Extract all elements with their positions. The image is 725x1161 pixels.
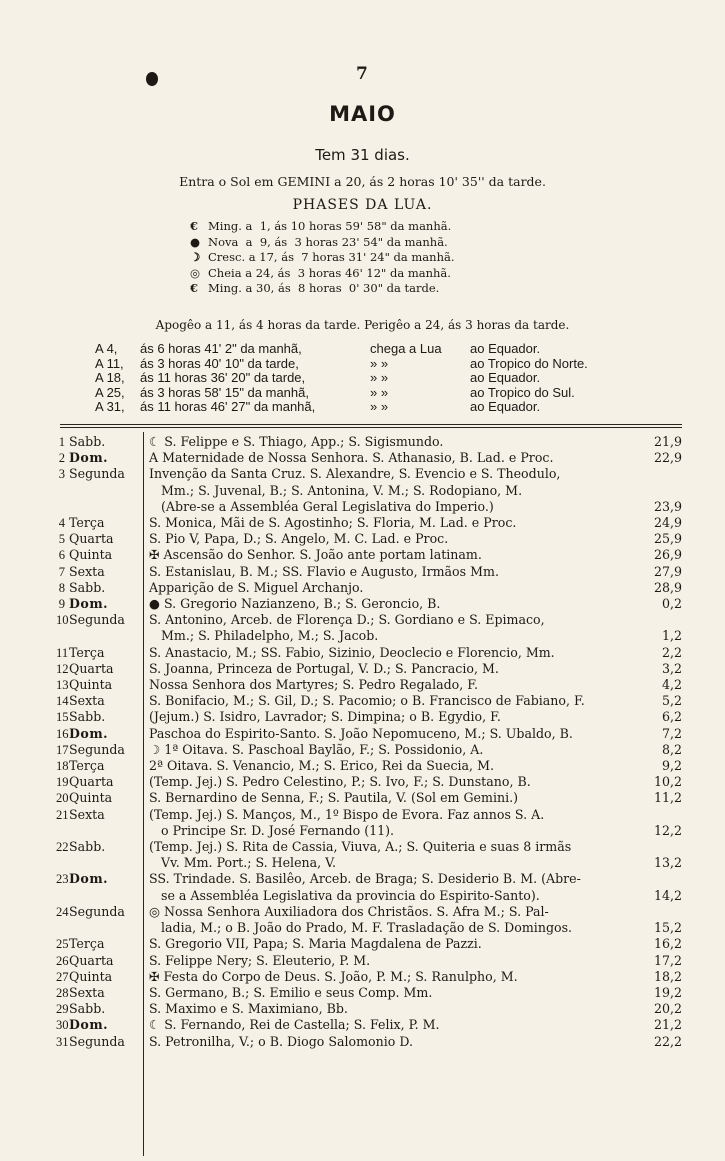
moon-age: 28,9 [653, 579, 682, 595]
day-number: 13 [56, 678, 69, 693]
weekday [65, 855, 143, 871]
saints-text: (Jejum.) S. Isidro, Lavrador; S. Dimpina; o B. Egydio, F. [149, 709, 501, 725]
day-number: 25 [56, 937, 69, 952]
weekday [65, 823, 143, 839]
calendar-row [56, 580, 686, 596]
moon-age [630, 839, 686, 855]
calendar-row [56, 790, 686, 806]
calendar-row [56, 920, 686, 936]
moon-age: 10,2 [653, 774, 682, 790]
weekday [65, 499, 143, 515]
calendar-row [56, 645, 686, 661]
day-number: 11 [56, 645, 69, 660]
month-title: MAIO [329, 102, 396, 126]
moon-age: 21,2 [653, 1017, 682, 1033]
equator-time: ás 11 horas 36' 20" da tarde, [140, 370, 306, 386]
saints-text: S. Joanna, Princeza de Portugal, V. D.; S. Pancracio, M. [149, 660, 499, 676]
weekday: Terça [69, 644, 105, 660]
calendar-row [56, 466, 686, 482]
day-number [56, 823, 65, 839]
equator-day: A 4, [95, 341, 118, 356]
day-number: 15 [56, 710, 69, 725]
weekday: Terça [69, 758, 105, 774]
day-number [56, 483, 65, 499]
moon-age: 18,2 [653, 968, 682, 984]
moon-age: 7,2 [661, 725, 682, 741]
calendar-row [56, 434, 686, 450]
day-number: 1 [58, 435, 65, 449]
calendar-row [56, 531, 686, 547]
moon-phase-icon: ● [190, 234, 201, 249]
saints-text: ● S. Gregorio Nazianzeno, B.; S. Geroncio, B. [149, 596, 441, 612]
equator-row [95, 371, 622, 386]
moon-phase-row [190, 250, 454, 266]
saints-text: S. Bonifacio, M.; S. Gil, D.; S. Pacomio; o B. Francisco de Fabiano, F. [149, 693, 585, 709]
day-number [56, 855, 65, 871]
moon-age: 15,2 [653, 920, 682, 936]
equator-verb: » » [370, 399, 389, 415]
moon-age: 16,2 [653, 936, 682, 952]
calendar-row [56, 985, 686, 1001]
moon-age: 25,9 [653, 531, 682, 547]
moon-age: 6,2 [661, 709, 682, 725]
saints-text: o Principe Sr. D. José Fernando (11). [161, 822, 395, 838]
day-number: 22 [56, 840, 69, 855]
weekday: Segunda [69, 903, 125, 919]
weekday: Quarta [69, 660, 114, 676]
weekday: Dom. [69, 596, 109, 612]
moon-phase-text: Cheia a 24, ás 3 horas 46' 12" da manhã. [208, 265, 451, 280]
moon-phase-row [190, 266, 454, 282]
moon-age: 21,9 [653, 434, 682, 449]
equator-day: A 18, [95, 370, 125, 386]
weekday [65, 483, 143, 499]
weekday: Sexta [69, 563, 105, 579]
moon-age: 4,2 [661, 677, 682, 693]
day-number: 18 [56, 759, 69, 774]
saints-text: ladia, M.; o B. João do Prado, M. F. Trasladação de S. Domingos. [161, 920, 573, 936]
saints-text: S. Anastacio, M.; SS. Fabio, Sizinio, Deoclecio e Florencio, Mm. [149, 644, 555, 660]
weekday: Quarta [69, 531, 114, 547]
moon-age: 5,2 [661, 693, 682, 709]
saints-text: S. Felippe Nery; S. Eleuterio, P. M. [149, 952, 371, 968]
calendar-row [56, 953, 686, 969]
calendar-row [56, 758, 686, 774]
equator-row [95, 357, 622, 372]
moon-phase-icon: € [190, 281, 199, 296]
day-number: 17 [56, 742, 69, 757]
saints-text: Vv. Mm. Port.; S. Helena, V. [161, 855, 337, 871]
moon-age [630, 871, 686, 887]
moon-age [630, 466, 686, 482]
calendar-row [56, 547, 686, 563]
saints-text: Nossa Senhora dos Martyres; S. Pedro Regalado, F. [149, 677, 479, 693]
calendar-row [56, 742, 686, 758]
day-number: 30 [56, 1018, 69, 1033]
page-number: 7 [356, 64, 368, 84]
weekday: Sabb. [69, 579, 106, 595]
weekday: Dom. [69, 725, 109, 741]
moon-age: 3,2 [661, 660, 682, 676]
moon-age: 0,2 [661, 596, 682, 612]
calendar-row [56, 726, 686, 742]
equator-row [95, 386, 622, 401]
calendar-row [56, 1017, 686, 1033]
moon-age: 20,2 [653, 1001, 682, 1017]
sun-entry: Entra o Sol em GEMINI a 20, ás 2 horas 10' 35'' da tarde. [179, 174, 546, 189]
saints-text: S. Petronilha, V.; o B. Diogo Salomonio D. [149, 1033, 413, 1049]
calendar-table [56, 434, 686, 1050]
saints-text: (Temp. Jej.) S. Rita de Cassia, Viuva, A.; S. Quiteria e suas 8 irmãs [149, 839, 572, 855]
moon-phase-icon: ☽ [190, 250, 201, 265]
day-number: 29 [56, 1002, 69, 1017]
equator-verb: » » [370, 355, 389, 371]
equator-dest: ao Equador. [470, 370, 541, 386]
apogee-perigee: Apogêo a 11, ás 4 horas da tarde. Perigêo a 24, ás 3 horas da tarde. [155, 318, 570, 332]
equator-time: ás 3 horas 58' 15" da manhã, [140, 384, 309, 400]
equator-dest: ao Tropico do Norte. [470, 355, 588, 371]
calendar-row [56, 628, 686, 644]
equator-time: ás 6 horas 41' 2" da manhã, [140, 341, 302, 356]
saints-text: (Temp. Jej.) S. Manços, M., 1º Bispo de Evora. Faz annos S. A. [149, 806, 545, 822]
moon-phase-icon: € [190, 219, 199, 233]
day-number: 6 [58, 548, 65, 563]
equator-row [95, 342, 622, 357]
day-number: 5 [58, 532, 65, 547]
weekday: Sexta [69, 693, 105, 709]
weekday: Sabb. [69, 709, 106, 725]
moon-age: 11,2 [653, 790, 682, 806]
weekday: Quinta [69, 547, 113, 563]
calendar-row [56, 661, 686, 677]
calendar-row [56, 871, 686, 887]
equator-dest: ao Equador. [470, 399, 541, 415]
day-number: 21 [56, 807, 69, 822]
moon-age [630, 904, 686, 920]
moon-phase-text: Nova a 9, ás 3 horas 23' 54" da manhã. [208, 234, 448, 249]
moon-age: 8,2 [661, 741, 682, 757]
equator-verb: » » [370, 384, 389, 400]
day-number: 28 [56, 985, 69, 1000]
weekday: Dom. [69, 1017, 109, 1033]
moon-age [630, 807, 686, 823]
calendar-row [56, 1034, 686, 1050]
divider-top [60, 424, 682, 425]
saints-text: S. Gregorio VII, Papa; S. Maria Magdalena de Pazzi. [149, 936, 482, 952]
weekday: Segunda [69, 466, 125, 482]
ink-blot [146, 72, 158, 86]
weekday: Segunda [69, 741, 125, 757]
equator-verb: chega a Lua [370, 341, 442, 356]
weekday: Segunda [69, 1033, 125, 1049]
calendar-row [56, 839, 686, 855]
moon-phase-row [190, 281, 454, 297]
phases-title: PHASES DA LUA. [292, 197, 433, 213]
weekday: Sabb. [69, 1001, 106, 1017]
calendar-row [56, 693, 686, 709]
equator-verb: » » [370, 370, 389, 386]
day-number: 4 [58, 516, 65, 531]
day-number [56, 888, 65, 904]
weekday: Quarta [69, 774, 114, 790]
calendar-row [56, 677, 686, 693]
weekday: Dom. [69, 450, 109, 466]
calendar-row [56, 1001, 686, 1017]
equator-time: ás 11 horas 46' 27" da manhã, [140, 399, 316, 415]
weekday: Terça [69, 936, 105, 952]
saints-text: A Maternidade de Nossa Senhora. S. Athanasio, B. Lad. e Proc. [149, 450, 554, 466]
moon-age: 1,2 [661, 628, 682, 644]
day-number: 14 [56, 694, 69, 709]
saints-text: ☽ 1ª Oitava. S. Paschoal Baylão, F.; S. Possidonio, A. [149, 741, 484, 757]
calendar-row [56, 888, 686, 904]
saints-text: S. Maximo e S. Maximiano, Bb. [149, 1001, 348, 1017]
weekday: Terça [69, 515, 105, 531]
days-count: Tem 31 dias. [315, 146, 410, 164]
day-number: 8 [58, 580, 65, 595]
day-number: 19 [56, 775, 69, 790]
equator-dest: ao Equador. [470, 341, 541, 356]
calendar-row [56, 855, 686, 871]
calendar-row [56, 483, 686, 499]
saints-text: ◎ Nossa Senhora Auxiliadora dos Christãos. S. Afra M.; S. Pal- [149, 903, 549, 919]
calendar-row [56, 823, 686, 839]
moon-age: 2,2 [661, 644, 682, 660]
moon-age: 24,9 [653, 515, 682, 531]
day-number: 9 [58, 597, 65, 612]
saints-text: S. Antonino, Arceb. de Florença D.; S. Gordiano e S. Epimaco, [149, 612, 545, 628]
moon-age: 17,2 [653, 952, 682, 968]
moon-phase-text: Cresc. a 17, ás 7 horas 31' 24" da manhã. [208, 250, 455, 265]
day-number: 3 [58, 467, 65, 482]
moon-age: 19,2 [653, 984, 682, 1000]
moon-age: 13,2 [653, 855, 682, 871]
day-number: 27 [56, 969, 69, 984]
weekday: Quinta [69, 790, 113, 806]
moon-age: 9,2 [661, 758, 682, 774]
moon-age: 12,2 [653, 822, 682, 838]
day-number [56, 499, 65, 515]
weekday [65, 628, 143, 644]
weekday: Segunda [69, 612, 125, 628]
calendar-row [56, 564, 686, 580]
weekday: Sexta [69, 806, 105, 822]
equator-day: A 11, [95, 355, 124, 371]
moon-age: 26,9 [653, 547, 682, 563]
day-number: 7 [58, 564, 65, 579]
saints-text: ✠ Festa do Corpo de Deus. S. João, P. M.; S. Ranulpho, M. [149, 968, 518, 984]
calendar-row [56, 904, 686, 920]
weekday: Quarta [69, 952, 114, 968]
calendar-row [56, 709, 686, 725]
saints-text: SS. Trindade. S. Basilêo, Arceb. de Braga; S. Desiderio B. M. (Abre- [149, 871, 581, 887]
day-number: 16 [56, 726, 69, 741]
saints-text: ☾ S. Felippe e S. Thiago, App.; S. Sigismundo. [149, 434, 444, 449]
calendar-row [56, 515, 686, 531]
calendar-row [56, 596, 686, 612]
day-number: 31 [56, 1034, 69, 1049]
saints-text: S. Estanislau, B. M.; SS. Flavio e Augusto, Irmãos Mm. [149, 563, 499, 579]
calendar-row [56, 807, 686, 823]
equator-row [95, 400, 622, 415]
day-number: 2 [58, 451, 65, 466]
calendar-row [56, 450, 686, 466]
moon-age: 22,2 [653, 1033, 682, 1049]
equator-dest: ao Tropico do Sul. [470, 384, 575, 400]
calendar-row [56, 969, 686, 985]
weekday: Dom. [69, 871, 109, 887]
saints-text: ✠ Ascensão do Senhor. S. João ante portam latinam. [149, 547, 482, 563]
weekday [65, 920, 143, 936]
saints-text: Invenção da Santa Cruz. S. Alexandre, S. Evencio e S. Theodulo, [149, 466, 561, 482]
equator-day: A 25, [95, 384, 125, 400]
saints-text: 2ª Oitava. S. Venancio, M.; S. Erico, Rei da Suecia, M. [149, 758, 494, 774]
saints-text: Mm.; S. Juvenal, B.; S. Antonina, V. M.; S. Rodopiano, M. [161, 482, 523, 498]
calendar-row [56, 499, 686, 515]
moon-age [630, 483, 686, 499]
moon-age [630, 612, 686, 628]
saints-text: se a Assembléa Legislativa da provincia do Espirito-Santo). [161, 887, 540, 903]
calendar-row [56, 612, 686, 628]
equator-day: A 31, [95, 399, 125, 415]
calendar-row [56, 774, 686, 790]
day-number: 10 [56, 613, 69, 628]
day-number: 26 [56, 953, 69, 968]
day-number [56, 920, 65, 936]
weekday: Sabb. [69, 839, 106, 855]
moon-phases-list [190, 219, 454, 297]
saints-text: S. Pio V, Papa, D.; S. Angelo, M. C. Lad. e Proc. [149, 531, 449, 547]
weekday: Quinta [69, 677, 113, 693]
divider-top-double [60, 427, 682, 428]
day-number: 23 [56, 872, 69, 887]
day-number: 24 [56, 904, 69, 919]
saints-text: S. Monica, Mãi de S. Agostinho; S. Floria, M. Lad. e Proc. [149, 515, 517, 531]
saints-text: ☾ S. Fernando, Rei de Castella; S. Felix, P. M. [149, 1017, 440, 1033]
moon-age: 23,9 [653, 498, 682, 514]
saints-text: Mm.; S. Philadelpho, M.; S. Jacob. [161, 628, 379, 644]
weekday: Sabb. [69, 434, 106, 449]
moon-age: 27,9 [653, 563, 682, 579]
saints-text: S. Germano, B.; S. Emilio e seus Comp. Mm. [149, 984, 433, 1000]
weekday [65, 888, 143, 904]
saints-text: S. Bernardino de Senna, F.; S. Pautila, V. (Sol em Gemini.) [149, 790, 519, 806]
weekday: Sexta [69, 984, 105, 1000]
moon-phase-text: Ming. a 30, ás 8 horas 0' 30" da tarde. [208, 281, 440, 296]
moon-phase-text: Ming. a 1, ás 10 horas 59' 58" da manhã. [208, 219, 452, 233]
equator-table [95, 342, 622, 415]
moon-age: 22,9 [653, 450, 682, 466]
moon-phase-row [190, 219, 454, 235]
equator-time: ás 3 horas 40' 10" da tarde, [140, 355, 299, 371]
calendar-row [56, 936, 686, 952]
moon-phase-row [190, 235, 454, 251]
day-number [56, 628, 65, 644]
day-number: 20 [56, 791, 69, 806]
weekday: Quinta [69, 968, 113, 984]
saints-text: Paschoa do Espirito-Santo. S. João Nepomuceno, M.; S. Ubaldo, B. [149, 725, 573, 741]
day-number: 12 [56, 661, 69, 676]
moon-phase-icon: ◎ [190, 265, 201, 280]
saints-text: (Abre-se a Assembléa Geral Legislativa do Imperio.) [161, 498, 494, 514]
saints-text: (Temp. Jej.) S. Pedro Celestino, P.; S. Ivo, F.; S. Dunstano, B. [149, 774, 531, 790]
moon-age: 14,2 [653, 887, 682, 903]
saints-text: Apparição de S. Miguel Archanjo. [149, 579, 364, 595]
